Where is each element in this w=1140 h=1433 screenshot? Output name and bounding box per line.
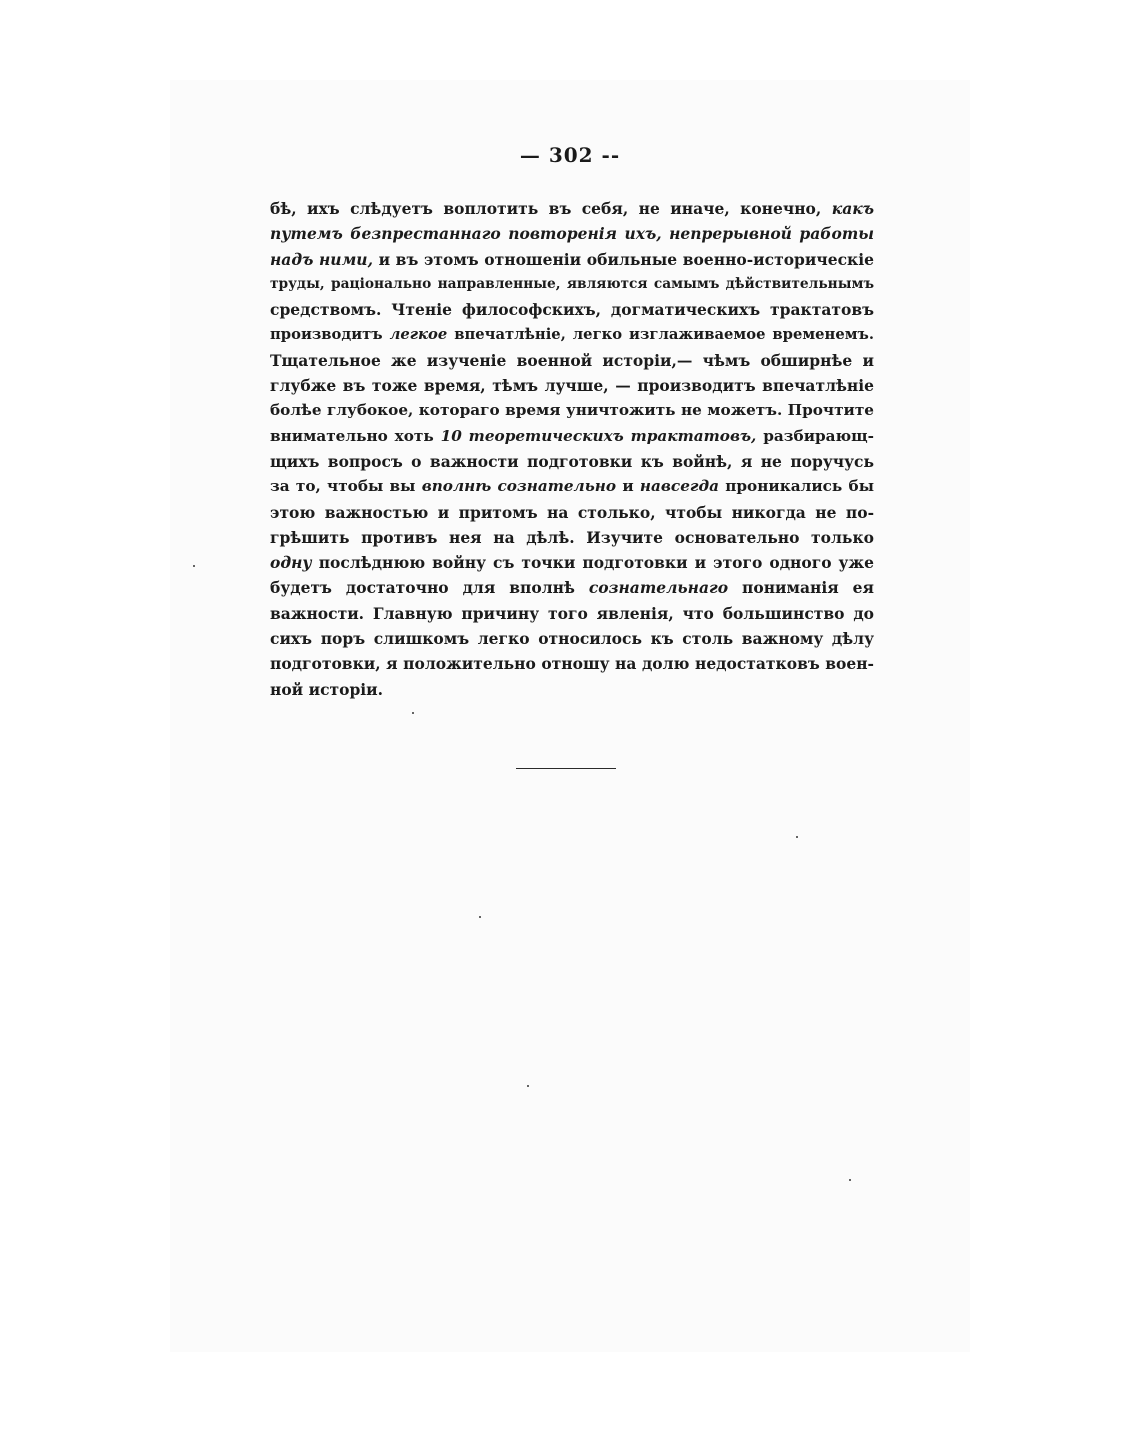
italic-text-run: сознательнаго bbox=[588, 578, 729, 598]
italic-text-run: легкое bbox=[389, 326, 448, 344]
print-speck bbox=[849, 1179, 851, 1181]
section-divider bbox=[516, 768, 616, 769]
body-text bbox=[270, 196, 874, 702]
text-line bbox=[270, 373, 874, 398]
text-run: впечатлѣніе, легко изглаживаемое временемъ. bbox=[447, 326, 875, 344]
text-run: будетъ достаточно для вполнѣ bbox=[270, 578, 589, 598]
text-run: грѣшить противъ нея на дѣлѣ. Изучите основательно только bbox=[270, 527, 874, 547]
text-run: этою важностью и притомъ на столько, чтобы никогда не по- bbox=[270, 502, 874, 522]
text-line bbox=[270, 575, 874, 600]
print-speck bbox=[193, 565, 195, 567]
text-line bbox=[270, 247, 874, 272]
text-run: за то, чтобы вы bbox=[270, 477, 422, 496]
italic-text-run: надъ ними, bbox=[270, 249, 373, 269]
text-run: разбирающ- bbox=[756, 426, 875, 445]
text-line bbox=[270, 525, 874, 550]
italic-text-run: вполнѣ сознательно bbox=[421, 477, 617, 496]
text-line bbox=[270, 601, 874, 626]
text-line bbox=[270, 550, 874, 575]
text-run: и bbox=[616, 477, 640, 496]
text-run: труды, раціонально направленные, являются самымъ дѣйствительнымъ bbox=[270, 275, 874, 292]
text-run: средствомъ. Чтеніе философскихъ, догматическихъ трактатовъ bbox=[270, 300, 874, 320]
italic-text-run: навсегда bbox=[639, 477, 719, 496]
text-line bbox=[270, 196, 874, 221]
text-run: и въ этомъ отношеніи обильные военно-историческіе bbox=[372, 249, 874, 269]
print-speck bbox=[796, 836, 798, 838]
text-line bbox=[270, 272, 874, 297]
text-run: Тщательное же изученіе военной исторіи,— чѣмъ обширнѣе и bbox=[270, 350, 874, 370]
text-run: пониманія ея bbox=[728, 578, 874, 598]
text-line bbox=[270, 322, 874, 347]
text-run: подготовки, я положительно отношу на долю недостатковъ воен- bbox=[270, 654, 874, 674]
text-run: проникались бы bbox=[718, 477, 875, 496]
italic-text-run: путемъ безпрестаннаго повторенія ихъ, непрерывной работы bbox=[270, 224, 874, 244]
text-run: ной исторіи. bbox=[270, 679, 384, 699]
text-line bbox=[270, 424, 874, 449]
text-line bbox=[270, 626, 874, 651]
text-line bbox=[270, 297, 874, 322]
text-run: щихъ вопросъ о важности подготовки къ войнѣ, я не поручусь bbox=[270, 451, 874, 471]
text-run: сихъ поръ слишкомъ легко относилось къ столь важному дѣлу bbox=[270, 629, 874, 649]
italic-text-run: одну bbox=[270, 553, 312, 573]
text-line bbox=[270, 221, 874, 246]
text-line bbox=[270, 348, 874, 373]
text-run: глубже въ тоже время, тѣмъ лучше, — производитъ впечатлѣніе bbox=[270, 376, 874, 396]
text-line bbox=[270, 500, 874, 525]
italic-text-run: 10 теоретическихъ трактатовъ, bbox=[440, 426, 757, 445]
text-line bbox=[270, 449, 874, 474]
text-line bbox=[270, 677, 874, 702]
text-run: внимательно хоть bbox=[270, 426, 441, 445]
text-run: важности. Главную причину того явленія, что большинство до bbox=[270, 603, 874, 623]
italic-text-run: какъ bbox=[831, 199, 874, 218]
text-run: послѣднюю войну съ точки подготовки и этого одного уже bbox=[311, 553, 874, 573]
text-run: болѣе глубокое, котораго время уничтожить не можетъ. Прочтите bbox=[270, 401, 874, 420]
text-line bbox=[270, 651, 874, 676]
text-line bbox=[270, 474, 874, 499]
text-run: производитъ bbox=[270, 326, 390, 344]
print-speck bbox=[479, 916, 481, 918]
print-speck bbox=[412, 712, 414, 714]
text-line bbox=[270, 398, 874, 423]
print-speck bbox=[527, 1085, 529, 1087]
page-number: — 302 -- bbox=[519, 143, 621, 167]
text-run: бѣ, ихъ слѣдуетъ воплотить въ себя, не иначе, конечно, bbox=[270, 199, 832, 218]
